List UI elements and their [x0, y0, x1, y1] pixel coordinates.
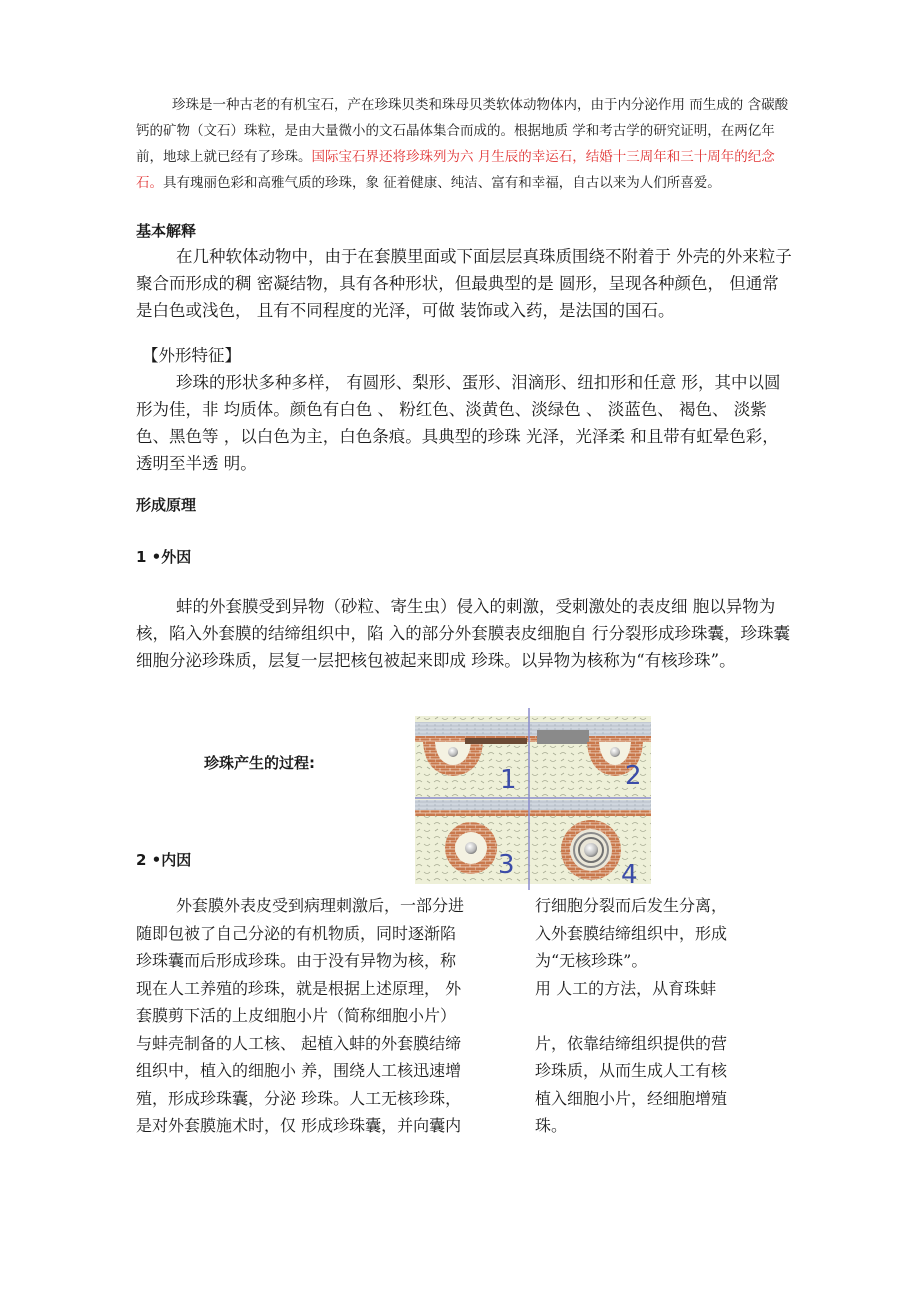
internal-right-line: 行细胞分裂而后发生分离， [535, 896, 728, 915]
internal-right-line: 为“无核珍珠”。 [535, 951, 648, 970]
external-cause-heading: 1 •外因 [136, 548, 192, 566]
process-label: 珍珠产生的过程: [204, 754, 315, 772]
internal-left-line: 殖，形成珍珠囊，分泌 珍珠。人工无核珍珠， [136, 1088, 462, 1108]
shape-paragraph: 珍珠的形状多种多样， 有圆形、梨形、蛋形、泪滴形、纽扣形和任意 形，其中以圆形为佳，非 均质体。颜色有白色 、 粉红色、淡黄色、淡绿色 、 淡蓝色、 褐色、 淡紫色、黑色等 ，以白色为主，白色条痕。具典型的珍珠 光泽，光泽柔 和且带有虹晕色彩，透明至半透 明。 [136, 373, 781, 473]
internal-cause-right-column [535, 892, 785, 1140]
step-label-4: 4 [621, 860, 638, 890]
shape-heading: 【外形特征】 [142, 346, 241, 365]
external-cause-paragraph: 蚌的外套膜受到异物（砂粒、寄生虫）侵入的刺激，受刺激处的表皮细 胞以异物为核，陷入外套膜的结缔组织中，陷 入的部分外套膜表皮细胞自 行分裂形成珍珠囊，珍珠囊细胞分泌珍珠质，层复一层把核包被起来即成 珍珠。以异物为核称为“有核珍珠”。 [136, 597, 790, 670]
internal-right-line: 珠。 [535, 1116, 568, 1135]
intro-highlight-text: 国际宝石界还将珍珠列为六 月生辰的幸运石，结婚十三周年和三十周年的纪念石。 [136, 149, 775, 191]
step-label-1: 1 [500, 765, 517, 795]
internal-left-line: 组织中，植入的细胞小 养，围绕人工核迅速增 [136, 1061, 462, 1080]
intro-paragraph [136, 92, 798, 196]
internal-left-line: 外套膜外表皮受到病理刺激后，一部分进 [176, 896, 465, 915]
internal-left-line: 珍珠囊而后形成珍珠。由于没有异物为核，称 [136, 951, 457, 970]
internal-right-line: 植入细胞小片，经细胞增殖 [535, 1088, 728, 1108]
internal-left-line: 随即包被了自己分泌的有机物质，同时逐渐陷 [136, 923, 457, 943]
step-label-3: 3 [498, 850, 515, 880]
internal-left-line: 套膜剪下活的上皮细胞小片（简称细胞小片） [136, 1006, 457, 1025]
pearl-nucleus-3 [465, 842, 477, 854]
formation-heading: 形成原理 [136, 496, 197, 514]
internal-left-line: 现在人工养殖的珍珠，就是根据上述原理， 外 [136, 978, 462, 998]
basic-paragraph: 在几种软体动物中，由于在套膜里面或下面层层真珠质围绕不附着于 外壳的外来粒子聚合而形成的稠 密凝结物，具有各种形状，但最典型的是 圆形，呈现各种颜色， 但通常是白色或浅色， 且有不同程度的光泽，可做 装饰或入药，是法国的国石。 [136, 247, 792, 320]
internal-right-line: 片，依靠结缔组织提供的营 [535, 1033, 728, 1053]
step-label-2: 2 [625, 761, 642, 791]
internal-right-line: 用 人工的方法，从育珠蚌 [535, 978, 717, 998]
internal-right-line: 入外套膜结缔组织中，形成 [535, 923, 728, 943]
intro-text-2: 具有瑰丽色彩和高雅气质的珍珠，象 征着健康、纯洁、富有和幸福，自古以来为人们所喜爱。 [163, 175, 721, 191]
internal-right-line: 珍珠质，从而生成人工有核 [535, 1061, 728, 1080]
intro-text-1: 珍珠是一种古老的有机宝石，产在珍珠贝类和珠母贝类软体动物体内，由于内分泌作用 而生成的 含碳酸钙的矿物（文石）珠粒，是由大量微小的文石晶体集合而成的。根据地质 学和考古学的研究证明，在两亿年前，地球上就已经有了珍珠。 [136, 97, 789, 165]
internal-cause-left-column [136, 892, 528, 1140]
internal-left-line: 是对外套膜施术时，仅 形成珍珠囊，并向囊内 [136, 1116, 462, 1135]
internal-cause-heading: 2 •内因 [136, 851, 192, 869]
basic-heading: 基本解释 [136, 222, 197, 240]
pearl-nucleus-1 [448, 747, 458, 757]
pearl-formation-diagram [415, 708, 651, 890]
pearl-nucleus-2 [610, 747, 620, 757]
pearl-nucleus-4 [584, 843, 598, 857]
internal-left-line: 与蚌壳制备的人工核、 起植入蚌的外套膜结缔 [136, 1033, 462, 1053]
